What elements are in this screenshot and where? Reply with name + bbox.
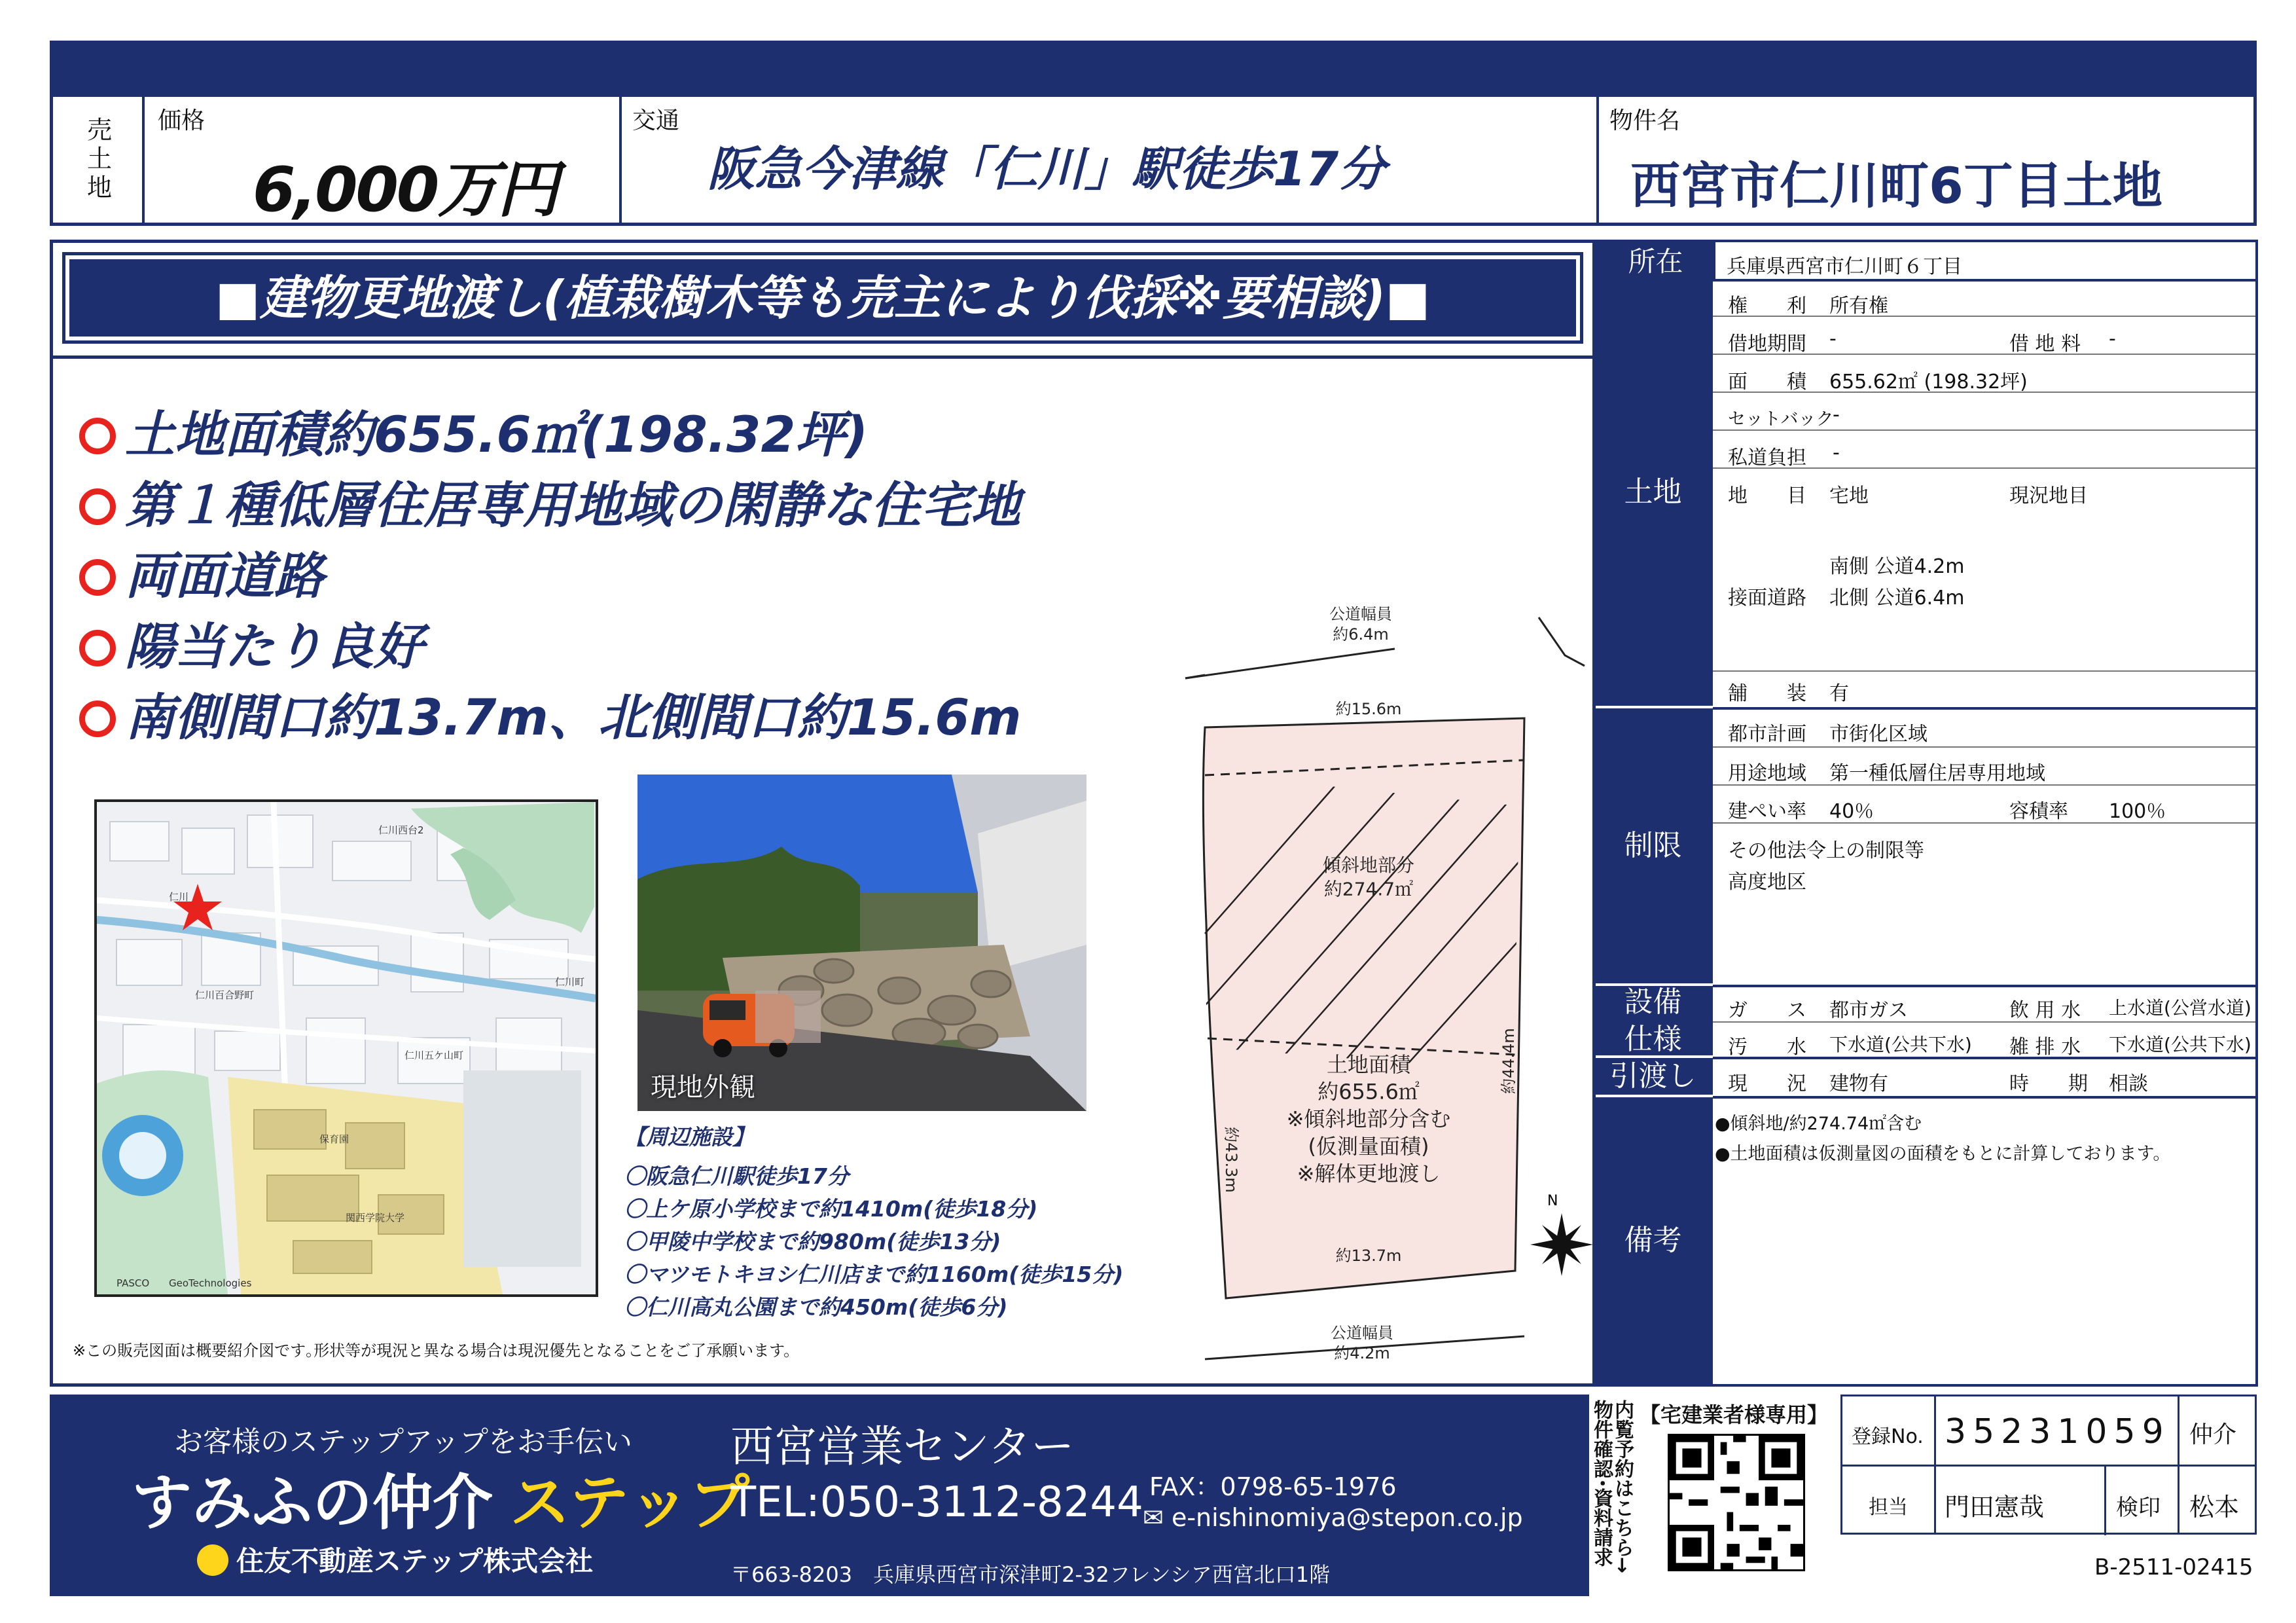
price-label: 価格 [158, 107, 206, 134]
check-label: 検印 [2116, 1495, 2161, 1521]
lease-fee-value: - [2109, 327, 2116, 350]
rights-label: 権 利 [1728, 295, 1806, 318]
facility-5: 〇仁川高丸公園まで約450m(徒歩6分) [624, 1294, 1008, 1320]
top-band [50, 41, 2257, 96]
company-line: 住友不動産ステップ株式会社 [197, 1540, 593, 1579]
disclaimer: ※この販売図面は概要紹介図です｡形状等が現況と異なる場合は現況優先となることをご了承願います。 [73, 1341, 800, 1360]
photo-graphic [637, 775, 1086, 1111]
feature-1: 土地面積約655.6㎡(198.32坪) [79, 395, 868, 466]
dealer-title: 【宅建業者様専用】 [1640, 1402, 1829, 1427]
coverage-label: 建ぺい率 [1728, 800, 1806, 823]
office-name: 西宮営業センター [730, 1421, 1075, 1472]
company-logo-icon [197, 1544, 228, 1576]
coverage-value: 40％ [1829, 800, 1874, 823]
west-side: 約43.3m [1222, 1127, 1240, 1193]
private-road-value: - [1833, 441, 1840, 464]
transport-value: 阪急今津線「仁川」駅徒歩17分 [708, 141, 1386, 196]
gas-value: 都市ガス [1829, 999, 1908, 1022]
lease-fee-label: 借 地 料 [2009, 333, 2081, 356]
feature-3: 両面道路 [79, 536, 324, 608]
category-note: 現況地目 [2009, 484, 2088, 507]
road-north: 北側 公道6.4m [1829, 587, 1965, 610]
setback-label: セットバック [1728, 409, 1834, 429]
brand-name: すみふの仲介 [132, 1468, 493, 1538]
map-label-3: 仁川百合野町 [195, 989, 255, 1001]
mail-icon: ✉ [1143, 1503, 1164, 1532]
status-value: 建物有 [1829, 1072, 1888, 1095]
category-label: 売土地 [82, 117, 112, 203]
doc-number: B-2511-02415 [2094, 1554, 2253, 1580]
facility-4: 〇マツモトキヨシ仁川店まで約1160m(徒歩15分) [624, 1262, 1124, 1287]
city-plan-label: 都市計画 [1728, 723, 1806, 746]
circle-icon [79, 701, 116, 737]
facility-3: 〇甲陵中学校まで約980m(徒歩13分) [624, 1229, 1001, 1254]
gas-label: ガ ス [1728, 999, 1806, 1022]
status-label: 現 況 [1728, 1072, 1806, 1095]
main-panel [50, 240, 1596, 1387]
other-limits-1: その他法令上の制限等 [1728, 839, 1924, 862]
land-area-note: 土地面積約655.6㎡ ※傾斜地部分含む(仮測量面積) ※解体更地渡し [1286, 1052, 1451, 1186]
north-road-label: 公道幅員約6.4m [1329, 605, 1392, 644]
feature-5: 南側間口約13.7m、北側間口約15.6m [79, 678, 1021, 749]
compass-n: N [1547, 1193, 1558, 1209]
footer-brand [132, 1455, 749, 1541]
facility-2: 〇上ケ原小学校まで約1410m(徒歩18分) [624, 1196, 1038, 1222]
remark-2: ●土地面積は仮測量図の面積をもとに計算しております。 [1715, 1144, 2171, 1164]
east-side: 約44.4m [1499, 1028, 1518, 1094]
map-label-4: 仁川町 [555, 976, 585, 988]
far-label: 容積率 [2009, 800, 2068, 823]
private-road-label: 私道負担 [1728, 447, 1806, 469]
location-value: 兵庫県西宮市仁川町６丁目 [1727, 255, 1962, 278]
road-south: 南側 公道4.2m [1829, 555, 1965, 578]
area-label: 面 積 [1728, 371, 1806, 393]
map-graphic [97, 802, 596, 1294]
facilities-title: 【周辺施設】 [624, 1124, 754, 1150]
qr-code[interactable] [1668, 1434, 1805, 1571]
rights-value: 所有権 [1829, 295, 1888, 318]
sewage-label: 汚 水 [1728, 1036, 1806, 1059]
drain-value: 下水道(公共下水) [2109, 1034, 2251, 1055]
north-frontage: 約15.6m [1335, 700, 1402, 718]
handover-head: 引渡し [1593, 1058, 1713, 1095]
footer-bar [50, 1395, 1589, 1596]
photo-caption: 現地外観 [651, 1072, 755, 1103]
circle-icon [79, 559, 116, 596]
check-name: 松本 [2189, 1493, 2240, 1522]
banner-text: ■建物更地渡し(植栽樹木等も売主により伐採※要相談)■ [215, 270, 1430, 325]
office-email: ✉ e-nishinomiya@stepon.co.jp [1143, 1503, 1523, 1532]
header-bar [50, 94, 2257, 226]
office-tel: TEL:050-3112-8244 [730, 1478, 1143, 1527]
other-limits-2: 高度地区 [1728, 871, 1806, 894]
compass-icon [1530, 1193, 1593, 1276]
category-value: 宅地 [1829, 484, 1869, 507]
broker-label: 仲介 [2189, 1421, 2237, 1448]
remarks-head: 備考 [1593, 1097, 1713, 1384]
footer-tagline: お客様のステップアップをお手伝い [174, 1425, 633, 1459]
zoning-label: 用途地域 [1728, 762, 1806, 785]
paving-value: 有 [1829, 682, 1849, 705]
sep-2 [1596, 97, 1599, 223]
qr-note: 内覧予約はこちら→ 物件確認･資料請求 [1590, 1400, 1634, 1574]
transport-label: 交通 [632, 107, 680, 134]
circle-icon [79, 630, 116, 666]
far-value: 100％ [2109, 800, 2166, 823]
paving-label: 舗 装 [1728, 682, 1806, 705]
limit-head: 制限 [1593, 708, 1713, 983]
sewage-value: 下水道(公共下水) [1829, 1034, 1972, 1055]
reg-table [1840, 1395, 2257, 1535]
city-plan-value: 市街化区域 [1829, 723, 1928, 746]
staff-name: 門田憲哉 [1945, 1493, 2045, 1522]
timing-value: 相談 [2109, 1072, 2148, 1095]
zoning-value: 第一種低層住居専用地域 [1829, 762, 2045, 785]
map-label-5: 仁川五ケ山町 [404, 1049, 464, 1061]
category-cell [53, 97, 145, 223]
staff-label: 担当 [1869, 1496, 1908, 1519]
reg-number: 35231059 [1945, 1412, 2170, 1451]
timing-label: 時 期 [2009, 1072, 2088, 1095]
qr-icon [1670, 1436, 1803, 1569]
map-label-1: 仁川西台2 [378, 824, 424, 836]
sep-1 [619, 97, 622, 223]
brand-step: ステップ [510, 1468, 750, 1538]
office-address: 〒663-8203 兵庫県西宮市深津町2-32フレンシア西宮北口1階 [730, 1562, 1331, 1587]
circle-icon [79, 418, 116, 454]
banner-divider [53, 356, 1592, 359]
setback-value: - [1833, 403, 1840, 426]
equip-head: 設備 仕様 [1593, 986, 1713, 1055]
office-fax: FAX：0798-65-1976 [1149, 1472, 1397, 1501]
site-photo [637, 775, 1086, 1111]
map-label-7: 関西学院大学 [346, 1212, 405, 1224]
reg-label: 登録No. [1852, 1425, 1924, 1448]
slope-area: 傾斜地部分約274.7㎡ [1322, 854, 1415, 900]
plot-diagram [1166, 361, 1598, 1382]
south-road-label: 公道幅員約4.2m [1331, 1324, 1393, 1363]
facility-1: 〇阪急仁川駅徒歩17分 [624, 1163, 849, 1189]
area-value: 655.62㎡ (198.32坪) [1829, 371, 2028, 393]
banner [62, 252, 1583, 344]
south-frontage: 約13.7m [1335, 1247, 1402, 1265]
circle-icon [79, 488, 116, 525]
map-label-2: 仁川 [169, 891, 189, 903]
feature-4: 陽当たり良好 [79, 607, 423, 678]
lot-outline [1203, 718, 1524, 1298]
location-head: 所在 [1596, 242, 1715, 282]
property-name: 西宮市仁川町6丁目土地 [1630, 156, 2162, 215]
area-map [94, 799, 598, 1297]
water-label: 飲 用 水 [2009, 999, 2081, 1022]
water-value: 上水道(公営水道) [2109, 997, 2251, 1019]
property-name-label: 物件名 [1609, 107, 1681, 134]
category-label: 地 目 [1728, 484, 1806, 507]
map-logo-2: GeoTechnologies [169, 1277, 252, 1289]
lease-period-label: 借地期間 [1728, 333, 1806, 356]
map-label-6: 保育園 [319, 1133, 350, 1145]
feature-2: 第１種低層住居専用地域の閑静な住宅地 [79, 465, 1020, 537]
drain-label: 雑 排 水 [2009, 1036, 2081, 1059]
lease-period-value: - [1829, 327, 1837, 350]
road-label: 接面道路 [1728, 587, 1806, 610]
remark-1: ●傾斜地/約274.74㎡含む [1715, 1114, 1922, 1134]
price-value: 6,000万円 [253, 155, 557, 226]
map-logo-1: PASCO [117, 1277, 150, 1289]
land-head: 土地 [1593, 279, 1713, 706]
